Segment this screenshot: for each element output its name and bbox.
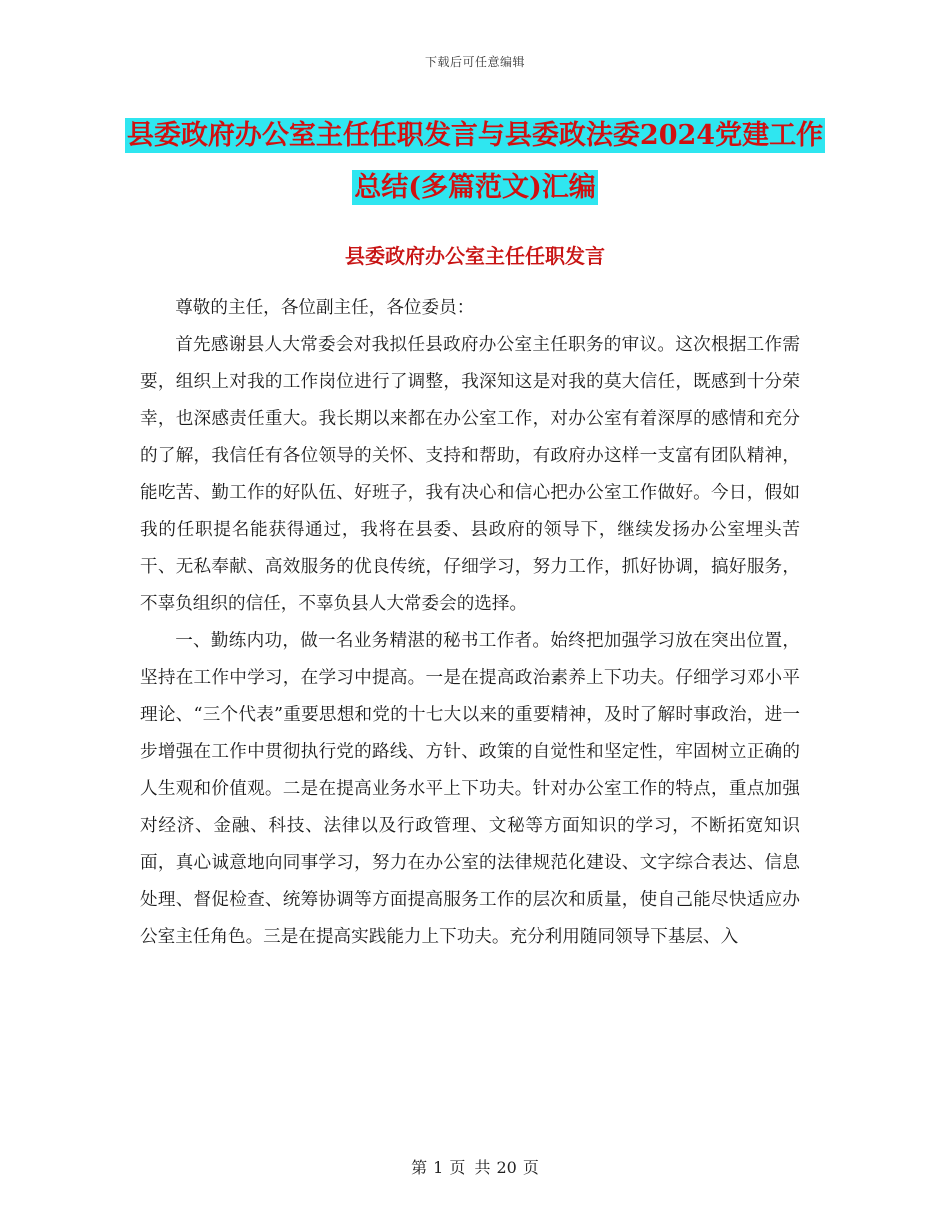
page-label-suffix: 页	[522, 1158, 539, 1177]
document-title-block	[120, 110, 830, 214]
document-body	[140, 290, 800, 956]
header-note: 下载后可任意编辑	[424, 55, 525, 69]
page-label-prefix: 第	[411, 1158, 428, 1177]
body-paragraph: 一、勤练内功，做一名业务精湛的秘书工作者。始终把加强学习放在突出位置，坚持在工作中学习，在学习中提高。一是在提高政治素养上下功夫。仔细学习邓小平理论、“三个代表”重要思想和党的十七大以来的重要精神，及时了解时事政治，进一步增强在工作中贯彻执行党的路线、方针、政策的自觉性和坚定性，牢固树立正确的人生观和价值观。二是在提高业务水平上下功夫。针对办公室工作的特点，重点加强对经济、金融、科技、法律以及行政管理、文秘等方面知识的学习，不断拓宽知识面，真心诚意地向同事学习，努力在办公室的法律规范化建设、文字综合表达、信息处理、督促检查、统筹协调等方面提高服务工作的层次和质量，使自己能尽快适应办公室主任角色。三是在提高实践能力上下功夫。充分利用随同领导下基层、入	[140, 631, 800, 947]
total-pages: 20	[496, 1158, 517, 1177]
body-paragraph: 首先感谢县人大常委会对我拟任县政府办公室主任职务的审议。这次根据工作需要，组织上对我的工作岗位进行了调整，我深知这是对我的莫大信任，既感到十分荣幸，也深感责任重大。我长期以来都在办公室工作，对办公室有着深厚的感情和充分的了解，我信任有各位领导的关怀、支持和帮助，有政府办这样一支富有团队精神，能吃苦、勤工作的好队伍、好班子，我有决心和信心把办公室工作做好。今日，假如我的任职提名能获得通过，我将在县委、县政府的领导下，继续发扬办公室埋头苦干、无私奉献、高效服务的优良传统，仔细学习，努力工作，抓好协调，搞好服务，不辜负组织的信任，不辜负县人大常委会的选择。	[140, 335, 800, 614]
document-title: 县委政府办公室主任任职发言与县委政法委2024党建工作总结(多篇范文)汇编	[126, 120, 824, 203]
page-number: 1	[433, 1158, 444, 1177]
section-title: 县委政府办公室主任任职发言	[345, 244, 605, 268]
page-label-mid: 页 共	[449, 1158, 491, 1177]
page-footer	[0, 1155, 950, 1178]
salutation-paragraph: 尊敬的主任，各位副主任，各位委员：	[175, 298, 475, 318]
